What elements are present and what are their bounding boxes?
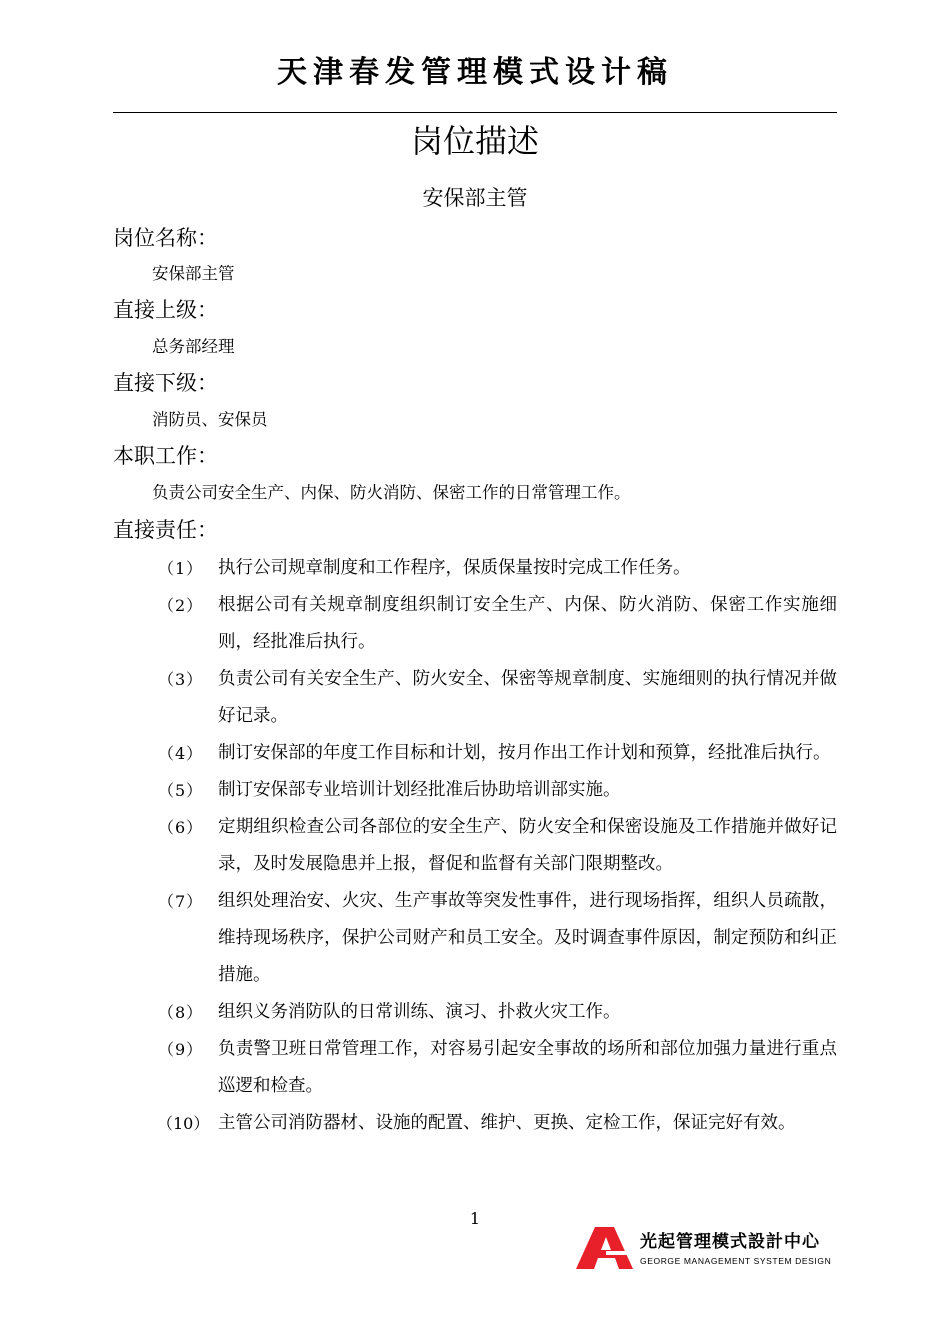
section-heading-position-name: 岗位名称： [113, 226, 218, 250]
section-value-position-name: 安保部主管 [152, 264, 235, 283]
list-item-text: 负责警卫班日常管理工作，对容易引起安全事故的场所和部位加强力量进行重点巡逻和检查。 [218, 1039, 837, 1096]
list-item-text: 组织义务消防队的日常训练、演习、扑救火灾工作。 [218, 1002, 621, 1022]
list-item [113, 883, 837, 994]
list-item-number: （3） [158, 670, 204, 689]
list-item-number: （2） [158, 596, 204, 615]
section-heading-direct-subordinates: 直接下级： [113, 371, 218, 395]
list-item [113, 809, 837, 883]
list-item [113, 994, 837, 1031]
list-item-number: （1） [158, 559, 204, 578]
list-item-text: 执行公司规章制度和工作程序，保质保量按时完成工作任务。 [218, 558, 691, 578]
list-item-number: （8） [158, 1003, 204, 1022]
logo-a-icon [576, 1227, 634, 1269]
footer-logo [576, 1227, 838, 1271]
section-value-direct-superior: 总务部经理 [152, 337, 235, 356]
document-title: 岗位描述 [410, 122, 539, 160]
section-heading-main-job: 本职工作： [113, 444, 218, 468]
list-item-text: 主管公司消防器材、设施的配置、维护、更换、定检工作，保证完好有效。 [218, 1113, 796, 1133]
list-item-text: 组织处理治安、火灾、生产事故等突发性事件，进行现场指挥，组织人员疏散，维持现场秩序，保护公司财产和员工安全。及时调查事件原因，制定预防和纠正措施。 [218, 891, 837, 985]
list-item-number: （7） [158, 892, 204, 911]
list-item [113, 587, 837, 661]
list-item-text: 根据公司有关规章制度组织制订安全生产、内保、防火消防、保密工作实施细则，经批准后执行。 [218, 595, 837, 652]
list-item [113, 735, 837, 772]
responsibility-list [113, 550, 837, 1142]
logo-english-name: GEORGE MANAGEMENT SYSTEM DESIGN [640, 1256, 832, 1266]
list-item-number: （5） [158, 781, 204, 800]
list-item [113, 1105, 837, 1142]
page-number: 1 [469, 1209, 481, 1228]
list-item [113, 772, 837, 809]
section-heading-direct-superior: 直接上级： [113, 298, 218, 322]
logo-chinese-name: 光起管理模式設計中心 [640, 1232, 820, 1252]
list-item-text: 负责公司有关安全生产、防火安全、保密等规章制度、实施细则的执行情况并做好记录。 [218, 669, 837, 726]
document-subtitle: 安保部主管 [422, 186, 528, 210]
list-item-number: （4） [158, 744, 204, 763]
list-item-number: （6） [158, 818, 204, 837]
section-value-main-job: 负责公司安全生产、内保、防火消防、保密工作的日常管理工作。 [152, 483, 631, 502]
list-item-text: 制订安保部专业培训计划经批准后协助培训部实施。 [218, 780, 621, 800]
section-heading-direct-responsibilities: 直接责任： [113, 518, 218, 542]
section-value-direct-subordinates: 消防员、安保员 [152, 410, 268, 429]
list-item-text: 定期组织检查公司各部位的安全生产、防火安全和保密设施及工作措施并做好记录，及时发展隐患并上报，督促和监督有关部门限期整改。 [218, 817, 837, 874]
list-item [113, 661, 837, 735]
list-item [113, 550, 837, 587]
page-header-title: 天津春发管理模式设计稿 [277, 55, 673, 90]
list-item [113, 1031, 837, 1105]
list-item-number: （10） [157, 1114, 210, 1133]
header-divider [113, 112, 837, 113]
list-item-number: （9） [158, 1040, 204, 1059]
list-item-text: 制订安保部的年度工作目标和计划，按月作出工作计划和预算，经批准后执行。 [218, 743, 831, 763]
